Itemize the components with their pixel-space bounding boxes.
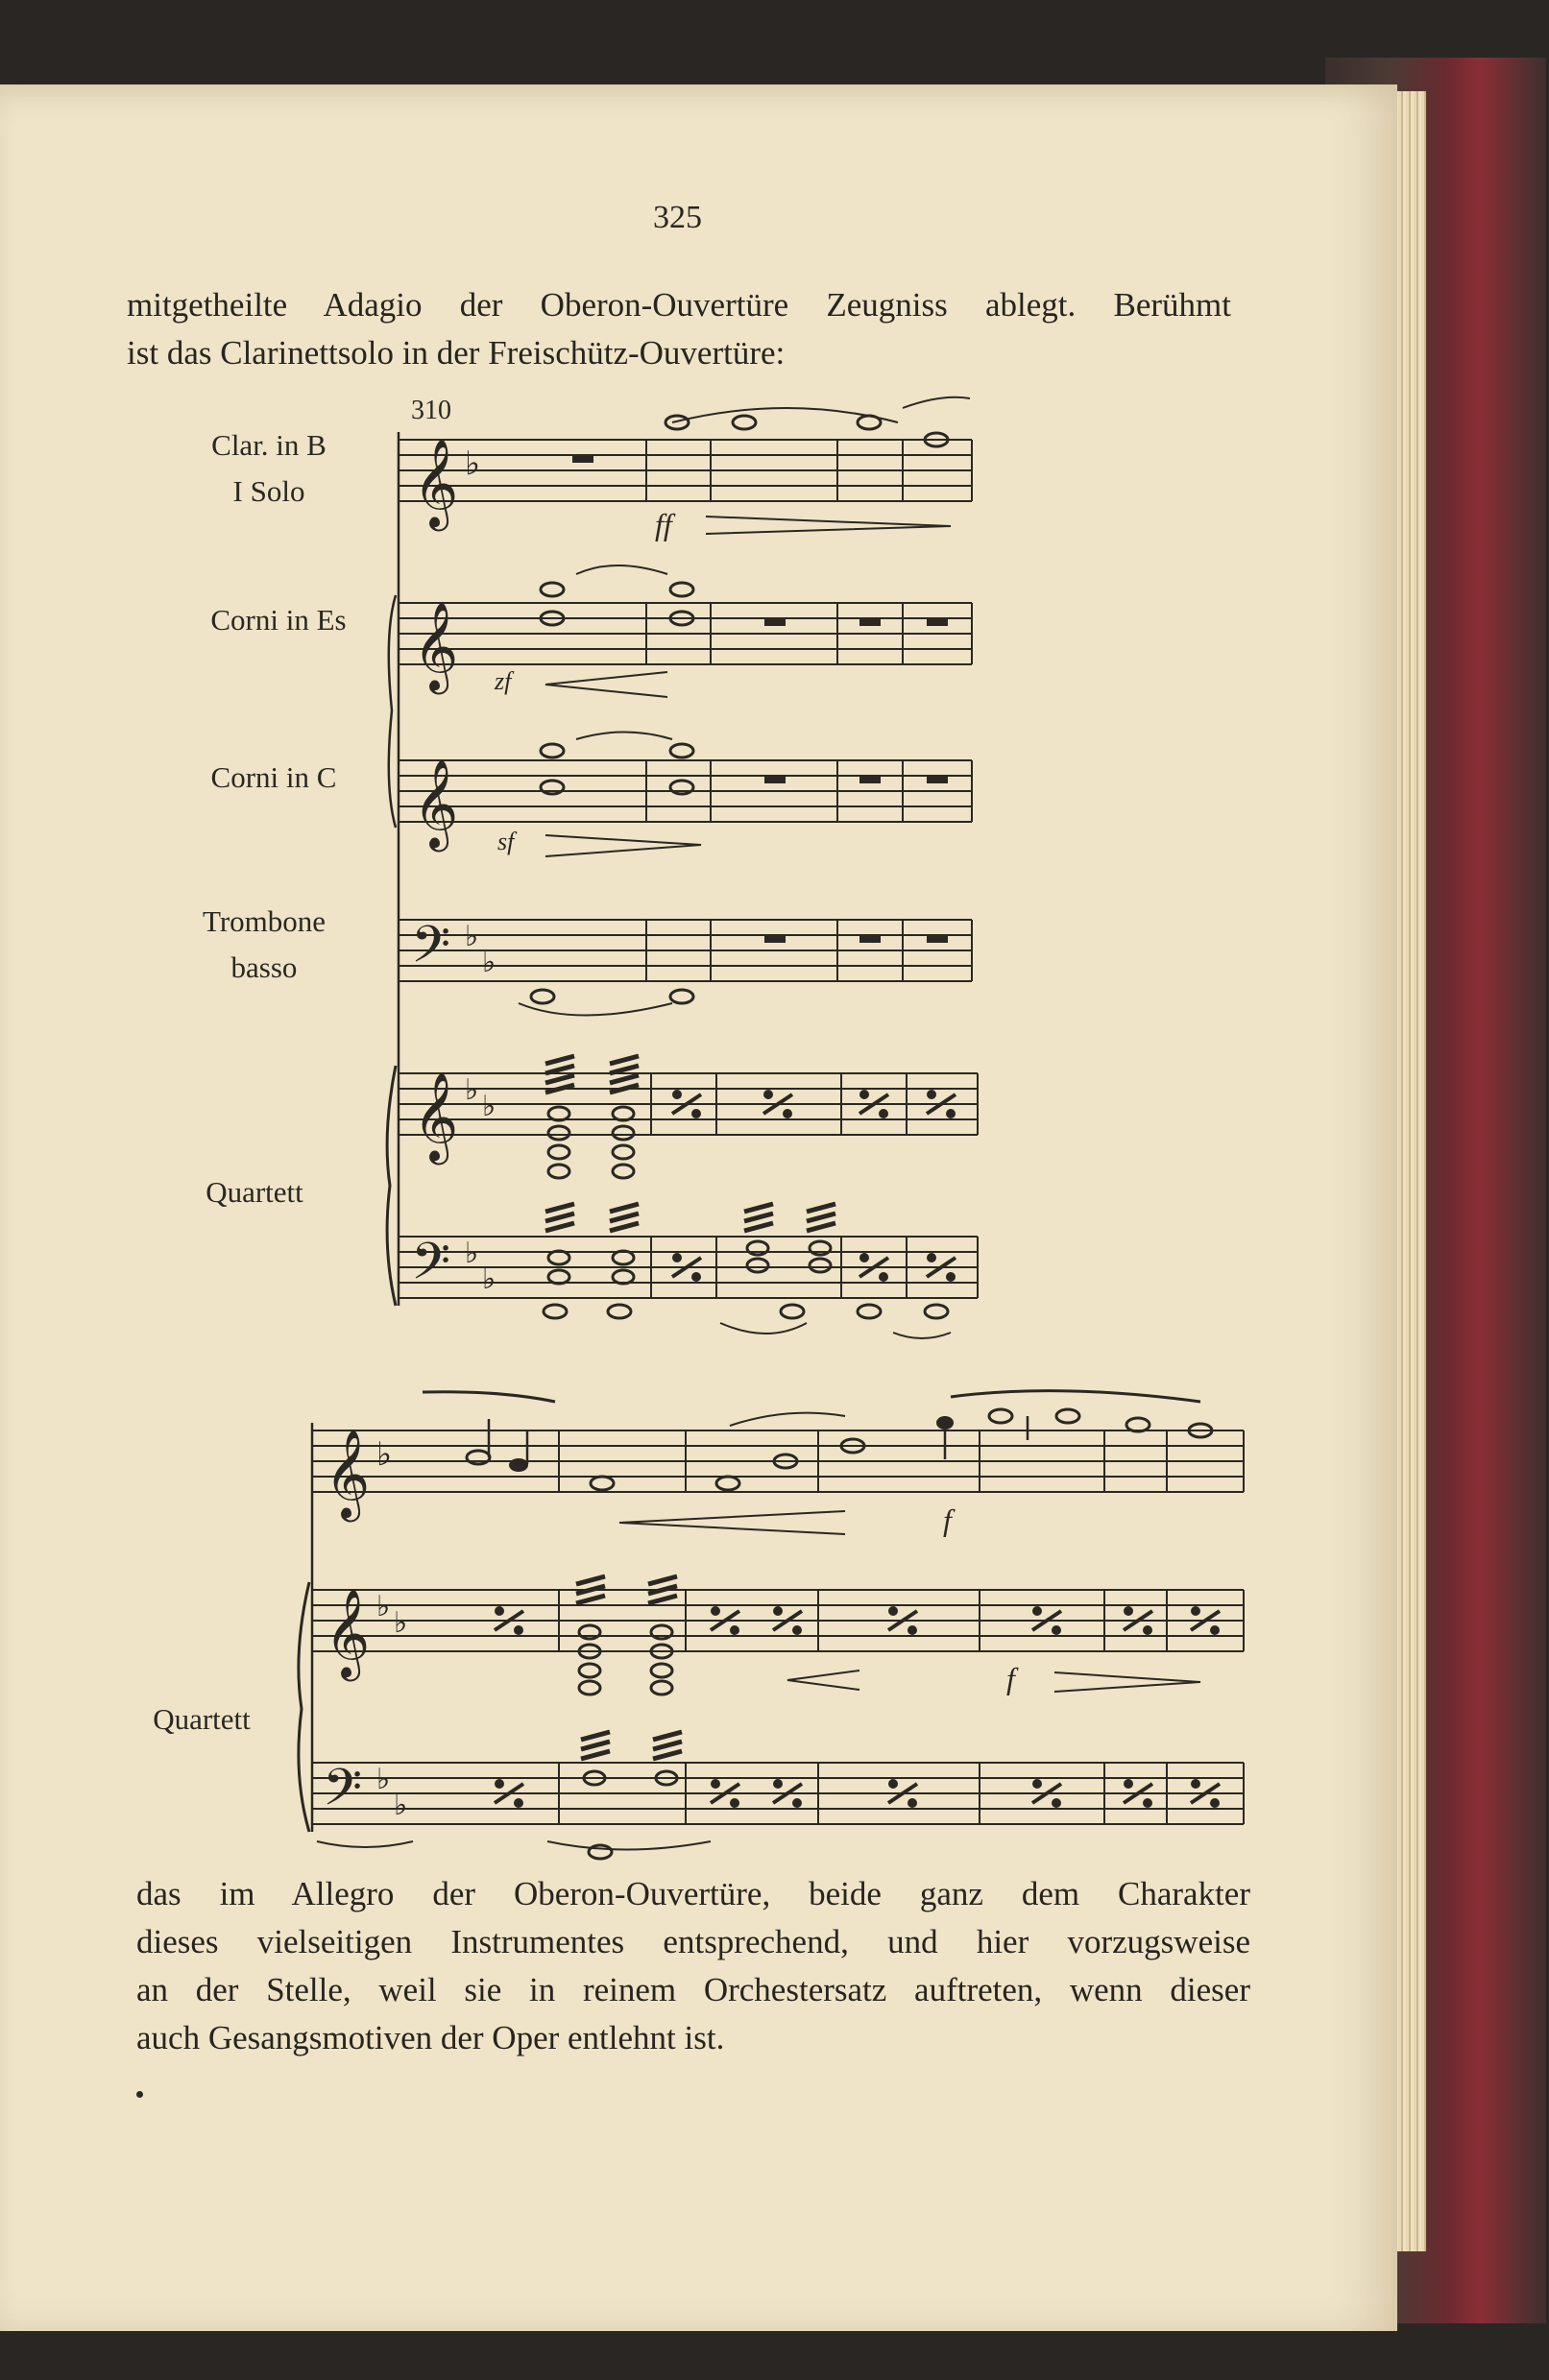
rest	[927, 618, 948, 626]
chord-note	[548, 1145, 569, 1159]
chord-note	[613, 1165, 634, 1178]
label-line: I Solo	[232, 474, 305, 508]
brace-quartett-upper	[387, 1066, 396, 1306]
brace-horns	[389, 595, 396, 828]
tremolo	[610, 1075, 639, 1083]
chord-note	[548, 1107, 569, 1120]
slur-trombone	[519, 1003, 672, 1016]
tremolo	[610, 1066, 639, 1073]
treble-clef: 𝄞	[413, 601, 459, 690]
rest	[927, 776, 948, 783]
tremolo	[545, 1066, 574, 1073]
outro-line: dieses vielseitigen Instrumentes entsprechend, und hier vorzugsweise	[136, 1923, 1250, 1960]
slur-bass-2	[893, 1333, 951, 1338]
chord-note	[579, 1681, 600, 1695]
outro-line: auch Gesangsmotiven der Oper entlehnt ist.	[136, 2019, 725, 2056]
rest	[859, 935, 881, 943]
tremolo	[581, 1751, 610, 1759]
note	[925, 1305, 948, 1318]
ink-dot	[136, 2091, 143, 2098]
note	[858, 416, 881, 429]
outro-line: das im Allegro der Oberon-Ouvertüre, beide ganz dem Charakter	[136, 1875, 1250, 1912]
tremolo	[648, 1596, 677, 1603]
intro-line: mitgetheilte Adagio der Oberon-Ouvertüre Zeugniss ablegt. Berühmt	[127, 286, 1231, 324]
tremolo	[545, 1204, 574, 1212]
dynamic-mark-horns-c: sf	[497, 828, 515, 855]
tremolo	[581, 1742, 610, 1749]
label-line: Clar. in B	[211, 428, 327, 462]
note	[1126, 1418, 1150, 1431]
note	[858, 1305, 881, 1318]
rest	[572, 455, 593, 463]
rest	[859, 618, 881, 626]
note	[716, 1477, 739, 1490]
intro-line: ist das Clarinettsolo in der Freischütz-Ouvertüre:	[127, 334, 786, 372]
chord-note	[651, 1664, 672, 1677]
flat-sign: ♭	[465, 1073, 479, 1107]
hairpin-horns-c	[545, 835, 701, 856]
note	[1056, 1409, 1079, 1423]
staff-solo-lower	[312, 1430, 1244, 1492]
tremolo	[576, 1596, 605, 1603]
slur-bass-lower-2	[547, 1841, 711, 1850]
flat-sign: ♭	[465, 445, 481, 483]
bass-clef: 𝄢	[411, 916, 451, 987]
staff-clarinet	[399, 440, 972, 501]
note	[781, 1305, 804, 1318]
treble-clef: 𝄞	[325, 1588, 371, 1677]
dynamic-mark-solo: f	[943, 1503, 952, 1537]
instrument-label-horns-c: Corni in C	[210, 760, 337, 794]
treble-clef: 𝄞	[413, 1071, 459, 1161]
rest	[764, 776, 786, 783]
tremolo	[545, 1214, 574, 1221]
slur-clarinet-2	[903, 397, 970, 408]
note	[666, 416, 689, 429]
bass-clef: 𝄢	[411, 1233, 451, 1304]
chord-note	[613, 1107, 634, 1120]
slur-horns-c	[576, 733, 672, 740]
note	[541, 744, 564, 757]
treble-clef: 𝄞	[325, 1429, 371, 1518]
tremolo	[744, 1214, 773, 1221]
outro-line: an der Stelle, weil sie in reinem Orchestersatz auftreten, wenn dieser	[136, 1971, 1250, 2008]
tremolo	[653, 1751, 682, 1759]
instrument-label-quartett-lower: Quartett	[153, 1702, 251, 1736]
dynamic-mark-clarinet: ff	[655, 507, 672, 541]
instrument-label-horns-es: Corni in Es	[210, 603, 347, 637]
label-line: basso	[230, 950, 298, 984]
note	[591, 1477, 614, 1490]
tremolo	[581, 1732, 610, 1740]
slur-solo-3	[951, 1391, 1200, 1402]
flat-sign: ♭	[482, 1262, 496, 1296]
measure-number: 310	[411, 396, 451, 425]
treble-clef: 𝄞	[413, 438, 459, 527]
note	[670, 990, 693, 1003]
outro-paragraph	[136, 1870, 1250, 2062]
chord-note	[613, 1145, 634, 1159]
note	[589, 1845, 612, 1859]
chord-note	[548, 1270, 569, 1284]
note	[670, 583, 693, 596]
staff-horns-c	[399, 760, 972, 822]
page-number: 325	[653, 200, 702, 235]
brace-quartett-lower	[299, 1582, 309, 1832]
tremolo	[653, 1742, 682, 1749]
tremolo	[576, 1576, 605, 1584]
instrument-label-quartett-upper: Quartett	[206, 1175, 303, 1209]
slur-bass-lower-1	[317, 1841, 413, 1847]
chord-note	[613, 1270, 634, 1284]
chord-note	[548, 1165, 569, 1178]
tremolo	[610, 1214, 639, 1221]
note	[544, 1305, 567, 1318]
note	[670, 744, 693, 757]
hairpin-solo	[619, 1511, 845, 1534]
tremolo	[648, 1576, 677, 1584]
treble-clef: 𝄞	[413, 758, 459, 848]
tremolo	[610, 1223, 639, 1231]
flat-sign: ♭	[482, 1090, 496, 1123]
tremolo	[744, 1223, 773, 1231]
hairpin-horns-es	[545, 672, 667, 697]
hairpin-quartett-dim	[1054, 1672, 1200, 1692]
note	[541, 583, 564, 596]
label-line: Trombone	[202, 904, 327, 938]
chord-note	[548, 1126, 569, 1140]
flat-sign: ♭	[394, 1789, 408, 1822]
flat-sign: ♭	[394, 1606, 408, 1640]
slur-horns-es	[576, 565, 667, 574]
slur-solo-2	[730, 1413, 845, 1426]
slur-bass-1	[720, 1323, 807, 1334]
tremolo	[807, 1214, 835, 1221]
chord-note	[579, 1664, 600, 1677]
chord-note	[747, 1259, 768, 1272]
chord-note	[613, 1126, 634, 1140]
rest	[859, 776, 881, 783]
tremolo	[610, 1056, 639, 1064]
tremolo	[610, 1204, 639, 1212]
flat-sign: ♭	[376, 1590, 391, 1623]
chord-note	[613, 1251, 634, 1264]
rest	[764, 618, 786, 626]
tremolo	[545, 1056, 574, 1064]
hairpin-quartett-cresc	[787, 1671, 859, 1690]
note-filled	[509, 1458, 528, 1472]
note	[989, 1409, 1012, 1423]
rest	[927, 935, 948, 943]
tremolo	[545, 1223, 574, 1231]
note	[531, 990, 554, 1003]
flat-sign: ♭	[465, 1237, 479, 1270]
tremolo	[545, 1075, 574, 1083]
dynamic-mark-horns-es: zf	[495, 667, 512, 695]
chord-note	[810, 1259, 831, 1272]
dynamic-mark-quartett: f	[1006, 1661, 1015, 1695]
flat-sign: ♭	[376, 1435, 393, 1474]
flat-sign: ♭	[465, 920, 479, 953]
note	[608, 1305, 631, 1318]
slur-solo-1	[423, 1392, 555, 1402]
tremolo	[807, 1223, 835, 1231]
staff-quartett-bass-2	[312, 1763, 1244, 1824]
chord-note	[548, 1251, 569, 1264]
note-filled	[936, 1416, 954, 1430]
hairpin-clarinet	[706, 517, 951, 534]
tremolo	[744, 1204, 773, 1212]
tremolo	[653, 1732, 682, 1740]
chord-note	[651, 1681, 672, 1695]
staff-quartett-treble-2	[312, 1590, 1244, 1651]
tremolo	[807, 1204, 835, 1212]
rest	[764, 935, 786, 943]
flat-sign: ♭	[376, 1763, 391, 1796]
note	[733, 416, 756, 429]
flat-sign: ♭	[482, 946, 496, 979]
bass-clef: 𝄢	[323, 1759, 363, 1830]
